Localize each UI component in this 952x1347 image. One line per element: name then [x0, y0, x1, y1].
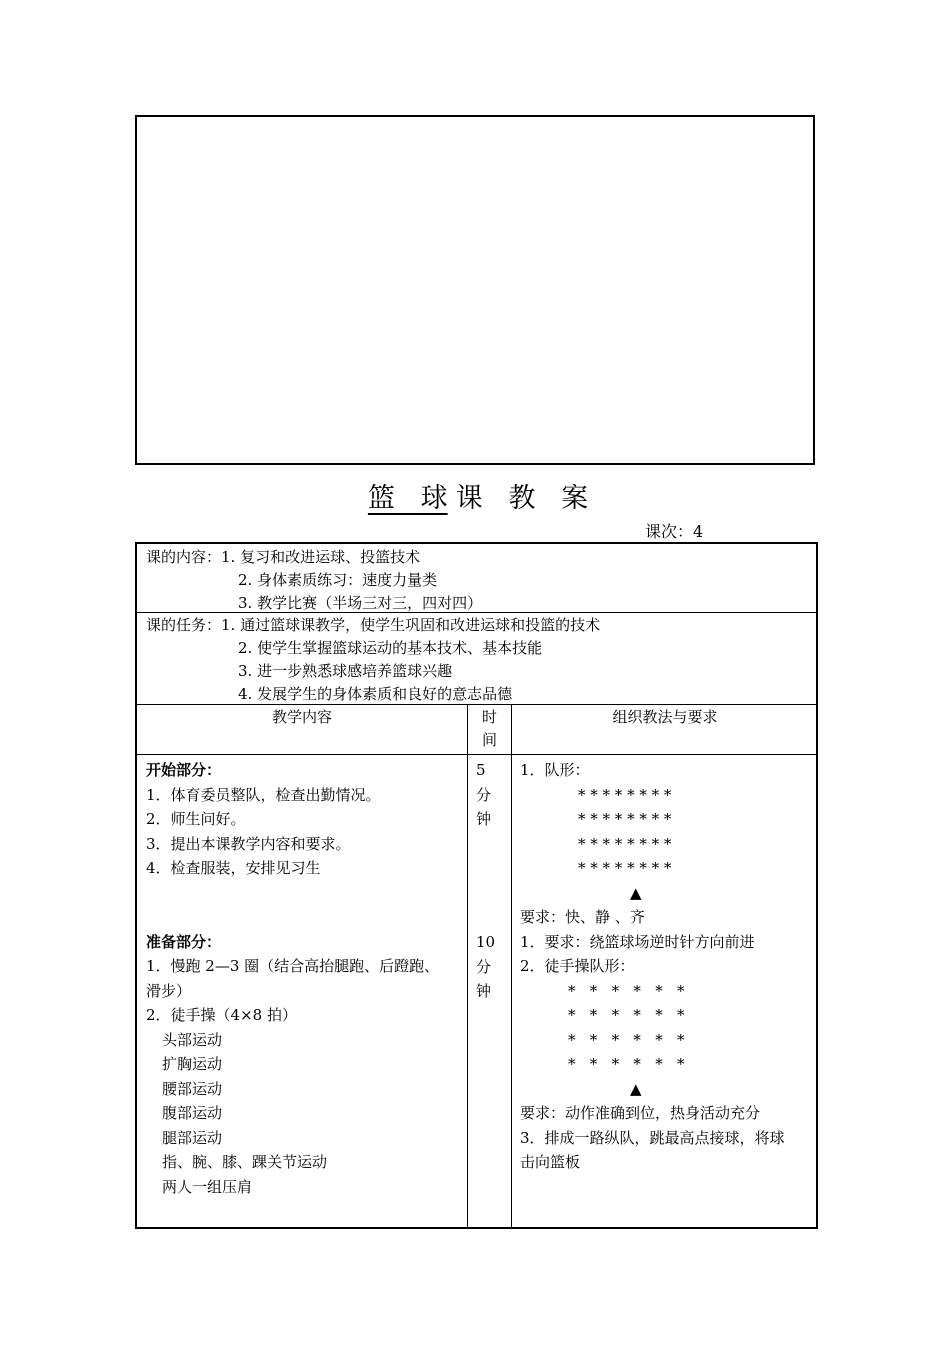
teacher-triangle-icon: ▲ [630, 883, 642, 902]
teacher-triangle-icon: ▲ [630, 1079, 642, 1098]
title-underlined-part: 篮 球 [367, 483, 448, 514]
time-unit: 钟 [476, 982, 492, 1000]
method-item-3: 3．排成一路纵队，跳最高点接球，将球 [520, 1128, 785, 1147]
prep-time [476, 930, 495, 1004]
calisthenics-label: 2．徒手操队形： [520, 957, 635, 975]
start-item: 4．检查服装，安排见习生 [146, 859, 321, 877]
requirement-2: 要求：动作准确到位，热身活动充分 [520, 1104, 761, 1122]
prep-item-2: 2．徒手操（4×8 拍） [146, 1006, 297, 1024]
prep-item-1-cont: 滑步） [146, 981, 192, 1000]
column-divider [467, 704, 468, 1227]
lesson-number: 课次：4 [645, 522, 704, 541]
formation-label: 1．队形： [520, 761, 590, 779]
exercise-item: 腹部运动 [162, 1104, 223, 1122]
prep-item-1: 1．慢跑 2—3 圈（结合高抬腿跑、后蹬跑、 [146, 957, 440, 975]
exercise-item: 扩胸运动 [162, 1055, 223, 1073]
header-time [468, 706, 511, 752]
content-label: 课的内容： [146, 548, 222, 566]
task-item: 3. 进一步熟悉球感培养篮球兴趣 [238, 662, 453, 680]
time-unit: 分 [476, 785, 492, 804]
formation-row: * * * * * * * * [578, 859, 672, 877]
column-divider [511, 704, 512, 1227]
header-time-2: 间 [481, 731, 497, 749]
start-item: 1．体育委员整队，检查出勤情况。 [146, 785, 381, 804]
content-item: 1. 复习和改进运球、投篮技术 [221, 548, 421, 566]
exercise-item: 两人一组压肩 [162, 1177, 253, 1196]
task-item: 4. 发展学生的身体素质和良好的意志品德 [238, 685, 513, 703]
formation-row: * * * * * * * * [578, 785, 672, 804]
method-item-3-cont: 击向篮板 [520, 1153, 581, 1171]
exercise-item: 头部运动 [162, 1030, 223, 1049]
start-heading: 开始部分： [146, 761, 222, 779]
task-item: 2. 使学生掌握篮球运动的基本技术、基本技能 [238, 639, 543, 657]
content-section [146, 546, 482, 615]
calisthenics-row: * * * * * * [568, 1055, 685, 1073]
time-value: 10 [476, 933, 496, 951]
content-item: 2. 身体素质练习：速度力量类 [238, 571, 438, 589]
calisthenics-row: * * * * * * [568, 1030, 685, 1049]
exercise-item: 指、腕、膝、踝关节运动 [162, 1153, 328, 1171]
start-item: 2．师生问好。 [146, 810, 246, 828]
start-item: 3．提出本课教学内容和要求。 [146, 834, 351, 853]
header-time-1: 时 [481, 708, 497, 726]
row-divider [137, 754, 816, 755]
calisthenics-row: * * * * * * [568, 1006, 685, 1024]
formation-row: * * * * * * * * [578, 810, 672, 828]
task-item: 1. 通过篮球课教学，使学生巩固和改进运球和投篮的技术 [221, 616, 601, 634]
requirement-1: 要求：快、静 、齐 [520, 908, 645, 926]
title-rest: 课 教 案 [455, 483, 589, 514]
content-item: 3. 教学比赛（半场三对三，四对四） [238, 594, 483, 612]
lesson-plan-table [135, 542, 818, 1229]
tasks-section [146, 614, 600, 706]
calisthenics-row: * * * * * * [568, 981, 685, 1000]
time-value: 5 [476, 761, 486, 779]
time-unit: 分 [476, 957, 492, 976]
prep-heading: 准备部分： [146, 932, 222, 951]
page-title [0, 476, 952, 515]
exercise-item: 腿部运动 [162, 1128, 223, 1147]
teaching-content-column [146, 758, 439, 1199]
run-requirement: 1．要求：绕篮球场逆时针方向前进 [520, 932, 755, 951]
tasks-label: 课的任务： [146, 616, 222, 634]
time-unit: 钟 [476, 810, 492, 828]
exercise-item: 腰部运动 [162, 1079, 223, 1098]
formation-row: * * * * * * * * [578, 834, 672, 853]
start-time [476, 758, 491, 832]
header-method: 组织教法与要求 [612, 708, 718, 726]
method-column [520, 758, 814, 1175]
image-placeholder-box [135, 115, 815, 465]
header-content: 教学内容 [271, 708, 332, 726]
